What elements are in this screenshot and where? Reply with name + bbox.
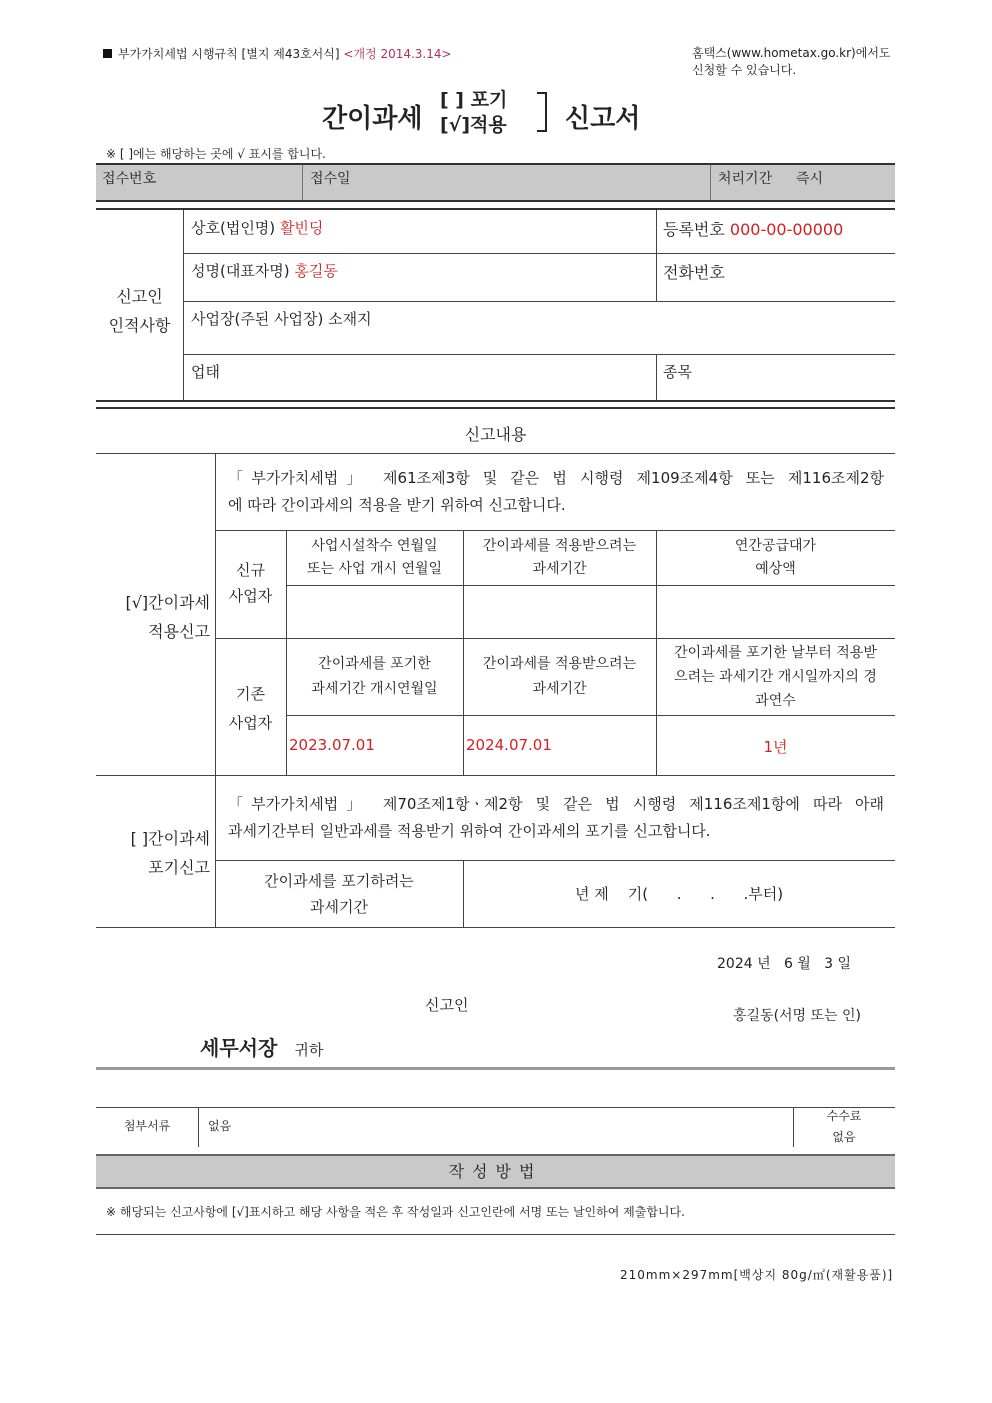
phone-label[interactable]: 전화번호 [663,263,725,282]
new-col1-header [286,535,463,581]
existing-business-label [215,680,286,738]
divider [656,354,657,400]
apply-label-line1: [√]간이과세 [125,593,210,612]
divider [96,1067,895,1070]
fee-label: 수수료 [826,1109,862,1123]
declarant-section-label [96,282,183,340]
new-col1-line1: 사업시설착수 연월일 [311,538,438,554]
filing-date[interactable]: 2024 년 6 월 3 일 [717,956,852,972]
divider [286,585,895,586]
title-options [440,88,507,138]
company-value: 활빈딩 [279,219,324,237]
new-col3-line2: 예상액 [755,561,796,577]
divider [183,301,895,302]
ex-col3-line1: 간이과세를 포기한 날부터 적용받 [674,645,877,661]
divider [215,860,895,861]
divider [183,210,184,400]
revision-date: <개정 2014.3.14> [343,47,452,61]
paper-spec-footer: 210mm×297mm[백상지 80g/㎡(재활용품)] [620,1268,894,1282]
registration-label: 등록번호 [663,220,725,239]
title-main: 간이과세 [322,104,423,134]
bracket-icon [537,92,547,132]
divider [96,407,895,409]
divider [286,715,895,716]
form-reference-text: 부가가치세법 시행규칙 [별지 제43호서식] [118,47,340,61]
title-option-apply[interactable]: [√]적용 [440,114,507,136]
divider [96,400,895,402]
ex-col3-line3: 과연수 [755,693,796,709]
existing-col2-header [463,652,656,702]
existing-elapsed-years[interactable]: 1년 [763,738,788,756]
apply-label-line2: 적용신고 [148,622,210,641]
divider [183,354,895,355]
hometax-note-line1: 홈택스(www.hometax.go.kr)에서도 [692,46,891,60]
instructions-text: ※ 해당되는 신고사항에 [√]표시하고 해당 사항을 적은 후 작성일과 신고인란에 서명 또는 날인하여 제출합니다. [106,1205,685,1219]
apply-paragraph-line2: 에 따라 간이과세의 적용을 받기 위하여 신고합니다. [228,496,566,514]
recipient-office: 세무서장 [200,1036,278,1060]
new-label-line1: 신규 [236,561,265,579]
existing-apply-period[interactable]: 2024.07.01 [466,736,552,754]
divider [96,1234,895,1235]
divider [215,530,895,531]
divider [96,208,895,210]
existing-start-date[interactable]: 2023.07.01 [289,736,375,754]
company-field[interactable] [191,217,323,238]
receipt-bar [96,163,895,202]
ex-col1-line1: 간이과세를 포기한 [318,656,431,672]
divider [183,253,895,254]
ex-col1-line2: 과세기간 개시연월일 [311,681,438,697]
new-label-line2: 사업자 [228,587,273,605]
name-field[interactable] [191,260,338,281]
recipient [200,1032,323,1061]
divider [96,927,895,928]
giveup-period-label [215,868,463,920]
address-label[interactable]: 사업장(주된 사업장) 소재지 [191,310,372,328]
giveup-section-label[interactable] [100,824,210,882]
new-business-label [215,557,286,609]
divider [302,165,303,200]
ex-col2-line2: 과세기간 [532,681,587,697]
attachments-label: 첨부서류 [123,1119,171,1133]
giveup-period-value[interactable]: 년 제 기( . . .부터) [574,885,784,903]
signer-label: 신고인 [425,996,469,1014]
attachments-value[interactable]: 없음 [208,1119,232,1133]
giveup-period-line2: 과세기간 [310,898,368,916]
registration-field[interactable] [663,217,843,240]
giveup-paragraph-line2: 과세기간부터 일반과세를 적용받기 위하여 간이과세의 포기를 신고합니다. [228,822,711,840]
giveup-paragraph-line1: 「부가가치세법」 제70조제1항ㆍ제2항 및 같은 법 시행령 제116조제1항에 따라 아래 [228,795,884,813]
existing-label-line2: 사업자 [228,714,273,732]
apply-section-label[interactable] [100,588,210,646]
giveup-label-line1: [ ]간이과세 [130,829,210,848]
apply-paragraph-line1: 「부가가치세법」 제61조제3항 및 같은 법 시행령 제109조제4항 또는 제116조제2항 [228,469,884,487]
new-col1-line2: 또는 사업 개시 연월일 [306,561,443,577]
hometax-note-line2: 신청할 수 있습니다. [692,63,797,77]
title-option-giveup[interactable]: [ ] 포기 [440,89,508,111]
divider [656,210,657,301]
name-label: 성명(대표자명) [191,262,290,280]
divider [215,638,895,639]
fee-cell [793,1106,895,1148]
existing-col3-header [656,641,895,713]
divider [710,165,711,200]
form-reference [103,45,452,62]
registration-value: 000-00-00000 [729,220,844,239]
processing-period-label: 처리기간 [718,171,773,187]
divider [198,1107,199,1147]
existing-col1-header [286,652,463,702]
ex-col3-line2: 으려는 과세기간 개시일까지의 경 [674,669,877,685]
item-label[interactable]: 종목 [663,363,692,381]
existing-label-line1: 기존 [236,685,265,703]
processing-period-value: 즉시 [796,171,824,187]
declarant-label-line1: 신고인 [116,287,163,306]
new-col3-line1: 연간공급대가 [734,538,817,554]
title-suffix: 신고서 [565,104,641,134]
content-header: 신고내용 [464,425,527,444]
new-col2-header [463,535,656,581]
giveup-period-line1: 간이과세를 포기하려는 [264,872,414,890]
new-col3-header [656,535,895,581]
new-col2-line2: 과세기간 [532,561,587,577]
fee-value: 없음 [832,1130,856,1144]
form-title [0,88,992,143]
hometax-note [692,45,891,79]
giveup-label-line2: 포기신고 [148,858,210,877]
receipt-date-label: 접수일 [310,171,351,187]
apply-paragraph [228,465,884,519]
recipient-suffix: 귀하 [294,1041,324,1059]
name-value: 홍길동 [294,262,338,280]
ex-col2-line1: 간이과세를 적용받으려는 [482,656,637,672]
square-bullet-icon [103,49,112,58]
new-col2-line1: 간이과세를 적용받으려는 [482,538,637,554]
declarant-label-line2: 인적사항 [108,316,171,335]
business-type-label[interactable]: 업태 [191,363,220,381]
instructions-header: 작성방법 [96,1154,895,1189]
receipt-number-label: 접수번호 [102,171,157,187]
checkbox-note: ※ [ ]에는 해당하는 곳에 √ 표시를 합니다. [106,147,326,161]
divider [96,1107,895,1108]
signer-signature[interactable]: 홍길동(서명 또는 인) [733,1008,862,1024]
company-label: 상호(법인명) [191,219,276,237]
giveup-paragraph [228,791,884,845]
